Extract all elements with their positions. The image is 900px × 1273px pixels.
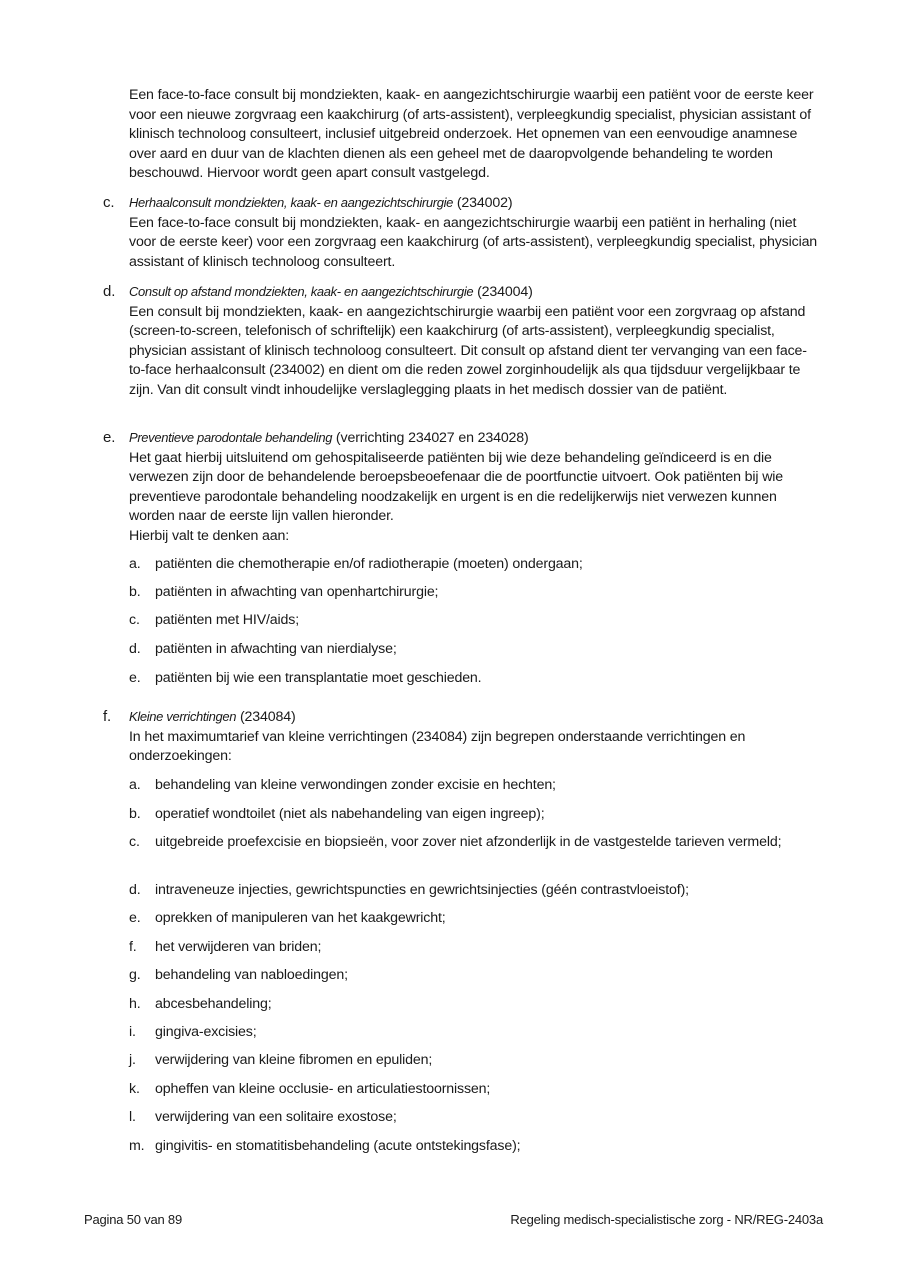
item-title: Consult op afstand mondziekten, kaak- en aangezichtschirurgie [129, 284, 474, 299]
item-text: Een face-to-face consult bij mondziekten, kaak- en aangezichtschirurgie waarbij een patiënt in herhaling (niet voor de eerste keer) voor een zorgvraag een kaakchirurg (of arts-assistent), verpleegkundig specialist, physician assistant of klinisch technoloog consulteert. [129, 214, 818, 270]
sublist-item [129, 1108, 819, 1128]
intro-paragraph: Een face-to-face consult bij mondziekten, kaak- en aangezichtschirurgie waarbij een patiënt voor de eerste keer voor een nieuwe zorgvraag een kaakchirurg (of arts-assistent), verpleegkundig specialist, physician assistant of klinisch technoloog consulteert, inclusief uitgebreid onderzoek. Het opnemen van een eenvoudige anamnese over aard en duur van de klachten dienen als een geheel met de daaropvolgende behandeling te worden beschouwd. Hiervoor wordt geen apart consult vastgelegd. [129, 87, 814, 182]
item-text-intro: Hierbij valt te denken aan: [129, 527, 289, 544]
sublist-text: verwijdering van een solitaire exostose; [155, 1109, 397, 1125]
item-title: Kleine verrichtingen [129, 709, 237, 724]
item-title: Herhaalconsult mondziekten, kaak- en aangezichtschirurgie [129, 195, 454, 210]
sublist-marker: c. [129, 612, 140, 628]
item-title: Preventieve parodontale behandeling [129, 430, 333, 445]
page-number: Pagina 50 van 89 [84, 1212, 182, 1227]
sublist-marker: d. [129, 641, 141, 657]
sublist-text: patiënten bij wie een transplantatie moet geschieden. [155, 670, 482, 686]
sublist-text: behandeling van kleine verwondingen zonder excisie en hechten; [155, 777, 556, 793]
list-item-herhaalconsult [103, 193, 819, 272]
sublist-marker: j. [129, 1052, 136, 1068]
item-code: (234004) [473, 284, 533, 300]
list-marker: c. [103, 194, 115, 211]
sublist-item [129, 909, 819, 929]
sublist-marker: b. [129, 806, 141, 822]
sublist-marker: i. [129, 1024, 136, 1040]
sublist-text: het verwijderen van briden; [155, 939, 322, 955]
sublist-marker: e. [129, 910, 141, 926]
sublist-marker: m. [129, 1138, 145, 1154]
sublist-item [129, 640, 819, 660]
sublist-item [129, 583, 819, 603]
sublist-item [129, 1023, 819, 1043]
list-item-preventieve-parodontale-behandeling [103, 428, 819, 547]
sublist-text: patiënten in afwachting van nierdialyse; [155, 641, 397, 657]
sublist-text: patiënten die chemotherapie en/of radiotherapie (moeten) ondergaan; [155, 556, 583, 572]
sublist-marker: a. [129, 777, 141, 793]
sublist-item [129, 1080, 819, 1100]
sublist-text: operatief wondtoilet (niet als nabehandeling van eigen ingreep); [155, 806, 545, 822]
sublist-marker: c. [129, 834, 140, 850]
sublist-text: behandeling van nabloedingen; [155, 967, 348, 983]
sublist-item [129, 995, 819, 1015]
sublist-item [129, 938, 819, 958]
item-code: (234002) [453, 195, 513, 211]
sublist-marker: d. [129, 882, 141, 898]
sublist-item [129, 881, 819, 901]
sublist-text: patiënten in afwachting van openhartchirurgie; [155, 584, 439, 600]
list-marker: e. [103, 429, 116, 446]
sublist-marker: k. [129, 1081, 140, 1097]
sublist-text: uitgebreide proefexcisie en biopsieën, voor zover niet afzonderlijk in de vastgestelde tarieven vermeld; [155, 834, 782, 850]
sublist-marker: b. [129, 584, 141, 600]
item-text: In het maximumtarief van kleine verrichtingen (234084) zijn begrepen onderstaande verrichtingen en onderzoekingen: [129, 728, 746, 765]
sublist-item [129, 805, 819, 825]
list-item-consult-op-afstand [103, 282, 819, 401]
sublist-item [129, 611, 819, 631]
sublist-text: oprekken of manipuleren van het kaakgewricht; [155, 910, 446, 926]
sublist-marker: e. [129, 670, 141, 686]
sublist-text: verwijdering van kleine fibromen en epuliden; [155, 1052, 433, 1068]
document-reference: Regeling medisch-specialistische zorg - NR/REG-2403a [510, 1212, 823, 1227]
sublist-marker: l. [129, 1109, 136, 1125]
sublist-item [129, 669, 819, 689]
item-text: Een consult bij mondziekten, kaak- en aangezichtschirurgie waarbij een patiënt voor een zorgvraag op afstand (screen-to-screen, telefonisch of schriftelijk) een kaakchirurg (of arts-assistent), verpleegkundig specialist, physician assistant of klinisch technoloog consulteert. Dit consult op afstand dient ter vervanging van een face-to-face herhaalconsult (234002) en dient om die reden zowel zorginhoudelijk als qua tijdsduur vergelijkbaar te zijn. Van dit consult vindt inhoudelijke verslaglegging plaats in het medisch dossier van de patiënt. [129, 303, 807, 398]
sublist-text: patiënten met HIV/aids; [155, 612, 300, 628]
sublist-item [129, 1051, 819, 1071]
list-marker: f. [103, 708, 112, 725]
sublist-item [129, 555, 819, 575]
sublist-text: gingivitis- en stomatitisbehandeling (acute ontstekingsfase); [155, 1138, 521, 1154]
list-marker: d. [103, 283, 116, 300]
sublist-marker: h. [129, 996, 141, 1012]
sublist-item [129, 833, 819, 853]
sublist-item [129, 776, 819, 796]
sublist-marker: g. [129, 967, 141, 983]
sublist-item [129, 1137, 819, 1157]
sublist-marker: f. [129, 939, 137, 955]
list-item-kleine-verrichtingen [103, 707, 819, 767]
item-text: Het gaat hierbij uitsluitend om gehospitaliseerde patiënten bij wie deze behandeling geïndiceerd is en die verwezen zijn door de behandelende beroepsbeoefenaar die de poortfunctie uitvoert. Ook patiënten bij wie preventieve parodontale behandeling noodzakelijk en urgent is en die redelijkerwijs niet verwezen kunnen worden naar de eerste lijn vallen hieronder. [129, 449, 784, 525]
sublist-text: abcesbehandeling; [155, 996, 272, 1012]
sublist-text: opheffen van kleine occlusie- en articulatiestoornissen; [155, 1081, 491, 1097]
item-code: (234084) [236, 709, 296, 725]
sublist-item [129, 966, 819, 986]
sublist-marker: a. [129, 556, 141, 572]
item-code: (verrichting 234027 en 234028) [332, 430, 529, 446]
sublist-text: gingiva-excisies; [155, 1024, 257, 1040]
sublist-text: intraveneuze injecties, gewrichtspuncties en gewrichtsinjecties (géén contrastvloeistof); [155, 882, 689, 898]
